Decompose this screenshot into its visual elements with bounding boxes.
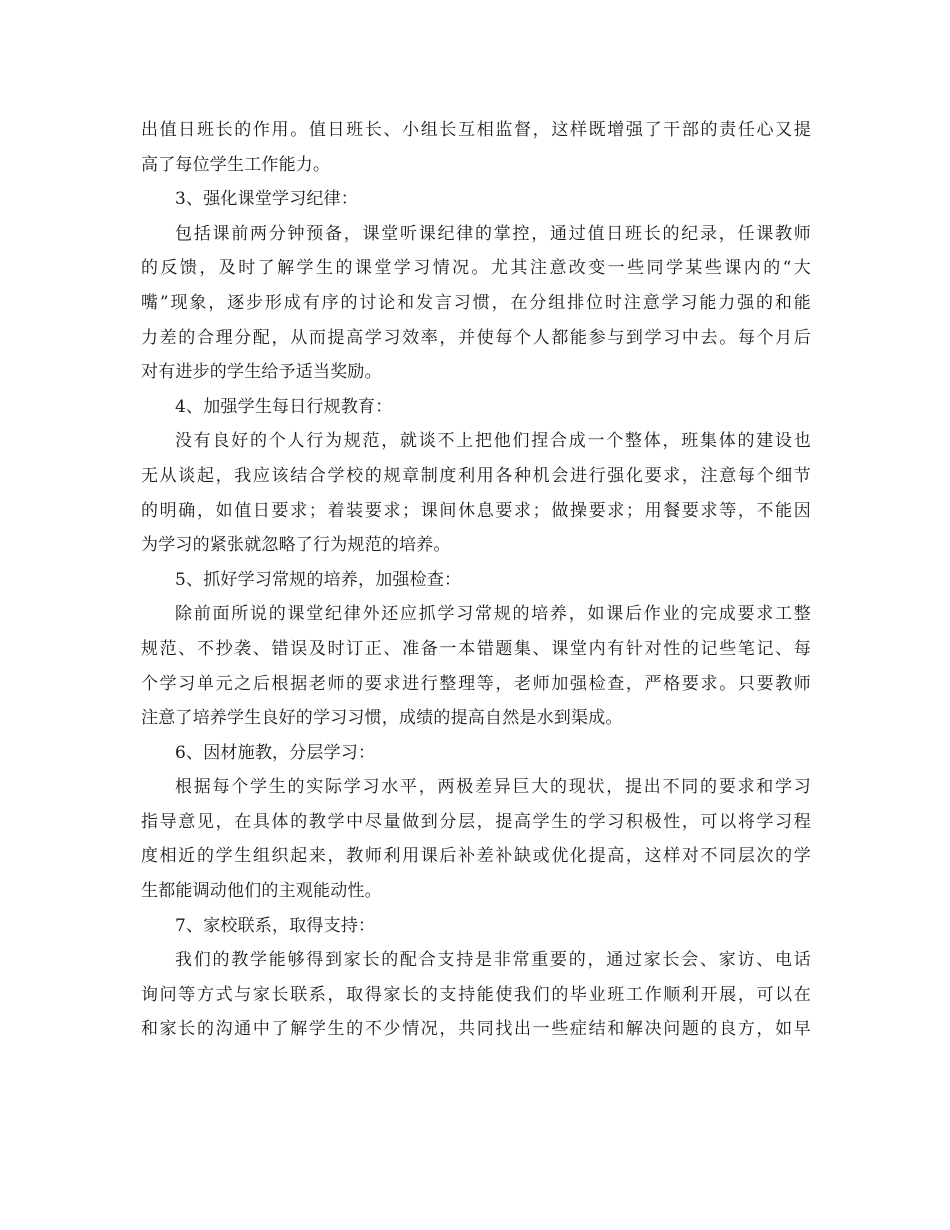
document-body <box>141 113 811 1047</box>
text-line: 询问等方式与家长联系，取得家长的支持能使我们的毕业班工作顺利开展，可以在 <box>141 984 811 1005</box>
text-line: 指导意见，在具体的教学中尽量做到分层，提高学生的学习积极性，可以将学习程 <box>141 811 811 832</box>
text-line: 的反馈，及时了解学生的课堂学习情况。尤其注意改变一些同学某些课内的“大 <box>141 258 811 279</box>
text-line: 嘴”现象，逐步形成有序的讨论和发言习惯，在分组排位时注意学习能力强的和能 <box>141 292 811 313</box>
text-line: 注意了培养学生良好的学习习惯，成绩的提高自然是水到渠成。 <box>141 708 623 729</box>
section-heading: 3、强化课堂学习纪律： <box>175 189 359 210</box>
section-heading: 4、加强学生每日行规教育： <box>175 396 393 417</box>
text-line: 力差的合理分配，从而提高学习效率，并使每个人都能参与到学习中去。每个月后 <box>141 327 811 348</box>
text-line: 规范、不抄袭、错误及时订正、准备一本错题集、课堂内有针对性的记些笔记、每 <box>141 638 811 659</box>
text-line: 根据每个学生的实际学习水平，两极差异巨大的现状，提出不同的要求和学习 <box>175 777 811 798</box>
section-heading: 7、家校联系，取得支持： <box>175 915 376 936</box>
text-line: 没有良好的个人行为规范，就谈不上把他们捏合成一个整体，班集体的建设也 <box>175 431 811 452</box>
text-line: 的明确，如值日要求；着装要求；课间休息要求；做操要求；用餐要求等，不能因 <box>141 500 811 521</box>
text-line: 除前面所说的课堂纪律外还应抓学习常规的培养，如课后作业的完成要求工整 <box>175 604 811 625</box>
text-line: 无从谈起，我应该结合学校的规章制度利用各种机会进行强化要求，注意每个细节 <box>141 465 811 486</box>
text-line: 对有进步的学生给予适当奖励。 <box>141 362 382 383</box>
text-line: 高了每位学生工作能力。 <box>141 154 331 175</box>
text-line: 和家长的沟通中了解学生的不少情况，共同找出一些症结和解决问题的良方，如早 <box>141 1019 811 1040</box>
section-heading: 6、因材施教，分层学习： <box>175 742 376 763</box>
text-line: 为学习的紧张就忽略了行为规范的培养。 <box>141 535 451 556</box>
text-line: 度相近的学生组织起来，教师利用课后补差补缺或优化提高，这样对不同层次的学 <box>141 846 811 867</box>
text-line: 出值日班长的作用。值日班长、小组长互相监督，这样既增强了干部的责任心又提 <box>141 120 811 140</box>
text-line: 包括课前两分钟预备，课堂听课纪律的掌控，通过值日班长的纪录，任课教师 <box>175 223 811 244</box>
section-heading: 5、抓好学习常规的培养，加强检查： <box>175 569 462 590</box>
text-line: 生都能调动他们的主观能动性。 <box>141 881 382 902</box>
text-line: 个学习单元之后根据老师的要求进行整理等，老师加强检查，严格要求。只要教师 <box>141 673 811 694</box>
text-line: 我们的教学能够得到家长的配合支持是非常重要的，通过家长会、家访、电话 <box>175 950 811 971</box>
